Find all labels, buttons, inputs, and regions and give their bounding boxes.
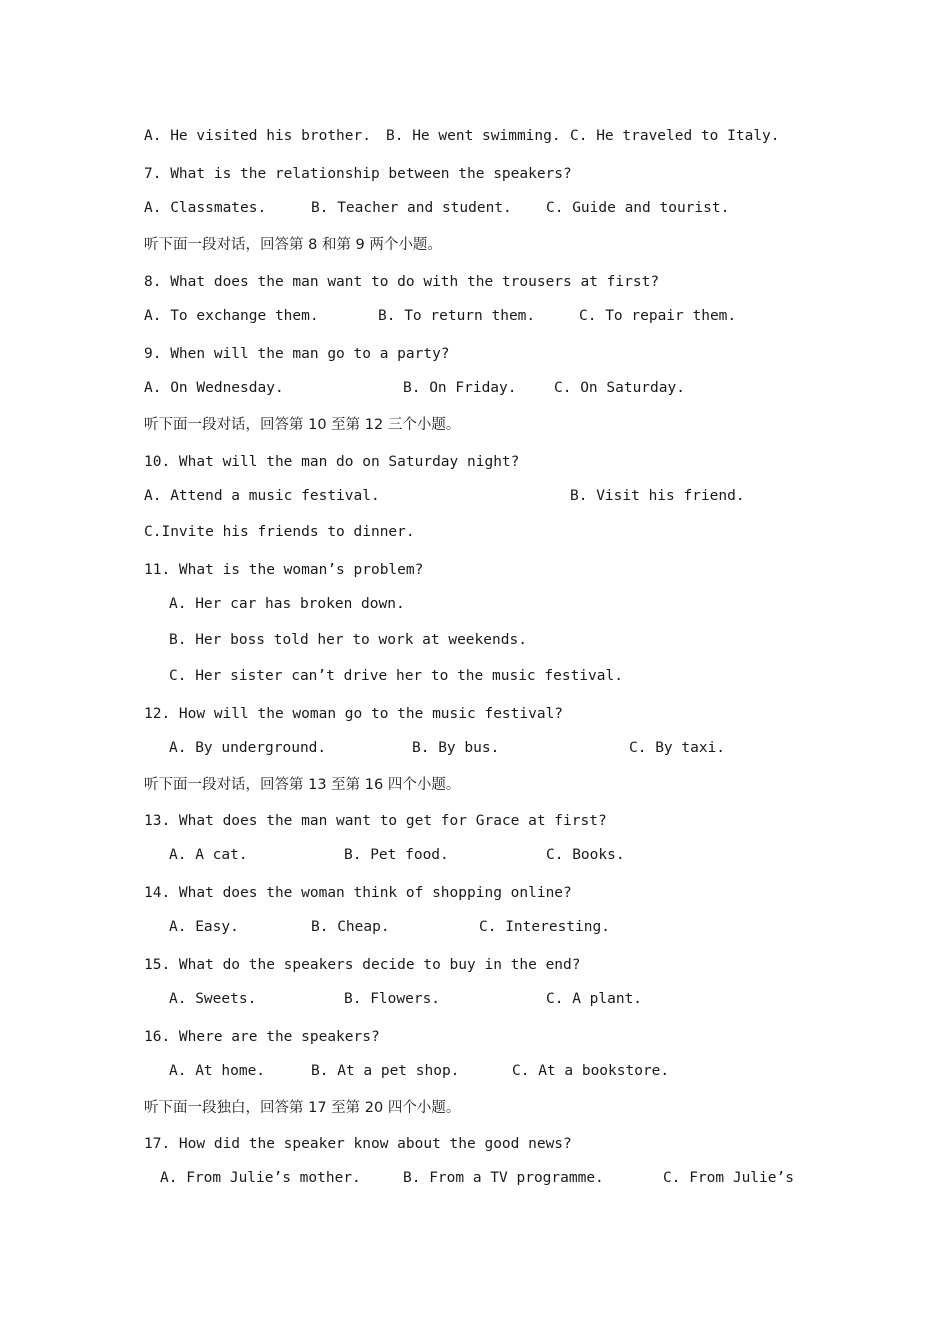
q17-option-a: A. From Julie’s mother.	[160, 1170, 361, 1186]
q8-question: 8. What does the man want to do with the trousers at first?	[144, 274, 660, 290]
q16-option-c: C. At a bookstore.	[512, 1063, 670, 1079]
q12-option-a: A. By underground.	[169, 740, 327, 756]
q8-option-b: B. To return them.	[378, 308, 536, 324]
q7-option-b: B. Teacher and student.	[311, 200, 512, 216]
q6-option-b: B. He went swimming.	[386, 128, 561, 144]
q6-option-c: C. He traveled to Italy.	[570, 128, 780, 144]
q7-option-a: A. Classmates.	[144, 200, 267, 216]
q8-option-c: C. To repair them.	[579, 308, 737, 324]
q16-option-a: A. At home.	[169, 1063, 266, 1079]
q10-option-a: A. Attend a music festival.	[144, 488, 380, 504]
q14-question: 14. What does the woman think of shopping online?	[144, 885, 572, 901]
q15-option-c: C. A plant.	[546, 991, 643, 1007]
q17-question: 17. How did the speaker know about the good news?	[144, 1136, 572, 1152]
q16-option-b: B. At a pet shop.	[311, 1063, 460, 1079]
section-heading-8-9: 听下面一段对话，回答第 8 和第 9 两个小题。	[144, 237, 442, 253]
q17-option-c: C. From Julie’s	[663, 1170, 794, 1186]
q16-question: 16. Where are the speakers?	[144, 1029, 380, 1045]
q11-question: 11. What is the woman’s problem?	[144, 562, 424, 578]
q9-option-b: B. On Friday.	[403, 380, 517, 396]
q15-option-b: B. Flowers.	[344, 991, 441, 1007]
q14-option-a: A. Easy.	[169, 919, 239, 935]
q14-option-b: B. Cheap.	[311, 919, 390, 935]
q17-option-b: B. From a TV programme.	[403, 1170, 604, 1186]
q10-option-b: B. Visit his friend.	[570, 488, 745, 504]
q13-option-c: C. Books.	[546, 847, 625, 863]
q7-option-c: C. Guide and tourist.	[546, 200, 730, 216]
q11-option-c: C. Her sister can’t drive her to the music festival.	[169, 668, 623, 684]
q10-option-c: C.Invite his friends to dinner.	[144, 524, 415, 540]
q12-question: 12. How will the woman go to the music festival?	[144, 706, 564, 722]
q12-option-b: B. By bus.	[412, 740, 500, 756]
q15-question: 15. What do the speakers decide to buy in the end?	[144, 957, 581, 973]
q7-question: 7. What is the relationship between the speakers?	[144, 166, 572, 182]
section-heading-17-20: 听下面一段独白，回答第 17 至第 20 四个小题。	[144, 1100, 461, 1116]
q13-option-a: A. A cat.	[169, 847, 248, 863]
q15-option-a: A. Sweets.	[169, 991, 257, 1007]
q12-option-c: C. By taxi.	[629, 740, 726, 756]
q11-option-b: B. Her boss told her to work at weekends.	[169, 632, 527, 648]
q11-option-a: A. Her car has broken down.	[169, 596, 405, 612]
q8-option-a: A. To exchange them.	[144, 308, 319, 324]
q6-option-a: A. He visited his brother.	[144, 128, 371, 144]
q9-question: 9. When will the man go to a party?	[144, 346, 450, 362]
q14-option-c: C. Interesting.	[479, 919, 610, 935]
q9-option-a: A. On Wednesday.	[144, 380, 284, 396]
section-heading-13-16: 听下面一段对话，回答第 13 至第 16 四个小题。	[144, 777, 461, 793]
section-heading-10-12: 听下面一段对话，回答第 10 至第 12 三个小题。	[144, 417, 461, 433]
q9-option-c: C. On Saturday.	[554, 380, 685, 396]
q13-question: 13. What does the man want to get for Grace at first?	[144, 813, 607, 829]
q10-question: 10. What will the man do on Saturday night?	[144, 454, 520, 470]
q13-option-b: B. Pet food.	[344, 847, 449, 863]
